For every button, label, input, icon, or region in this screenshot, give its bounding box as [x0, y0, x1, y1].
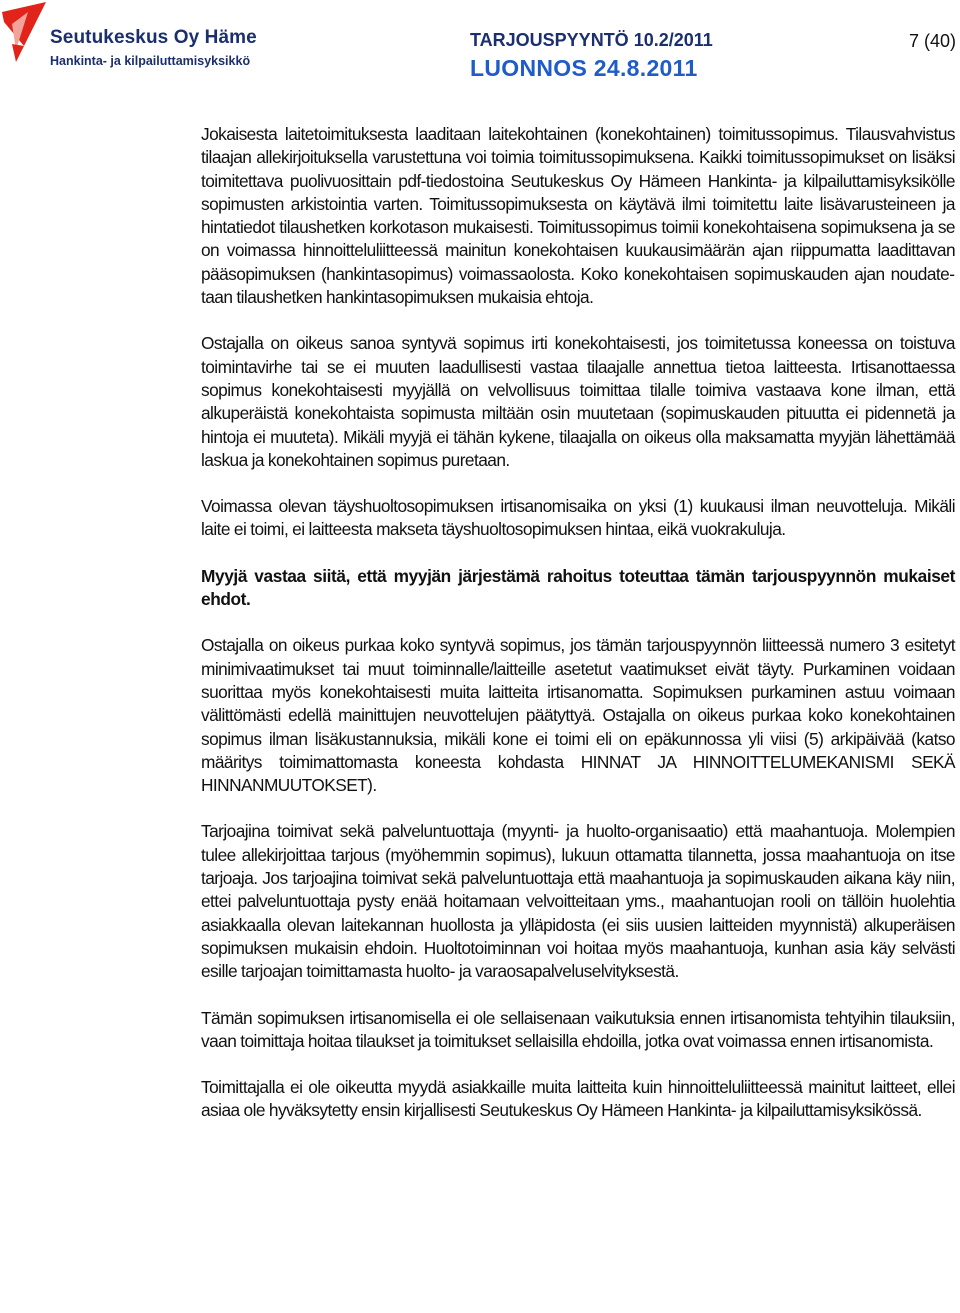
paragraph: Jokaisesta laitetoimituksesta laaditaan laitekohtainen (konekohtainen) toimitussopimus. Tilausvahvistus tilaajan allekirjoituksella varustettuna voi toimia toimitussopimuksena. Kaikki toimitussopimukset on lisäksi toimitettava puolivuosittain pdf-tiedostoina Seutukeskus Oy Hämeen Hankinta- ja kilpailuttamisyksikölle sopimusten arkistointia varten. Toimitussopimuksesta on käytävä ilmi toimitettu laite lisävarusteineen ja hintatiedot tilaushetken korkotason mukaisesti. Toimitussopimus toimii konekohtaisena sopimuksena ja se on voimassa hinnoitteluliitteessä mainitun konekohtaisen kuukausimäärän ajan riippumatta laadittavan pääsopimuksen (hankintasopimus) voimassaolosta. Koko konekohtaisen sopimuskauden ajan noudatetaan tilaushetken hankintasopimuksen mukaisia ehtoja. [201, 124, 955, 308]
document-body [201, 123, 955, 1123]
organization-name: Seutukeskus Oy Häme [50, 27, 257, 48]
document-title: TARJOUSPYYNTÖ 10.2/2011 [470, 30, 713, 50]
paragraph: Tämän sopimuksen irtisanomisella ei ole sellaisenaan vaikutuksia ennen irtisanomista tehtyihin tilauksiin, vaan toimittaja hoitaa tilaukset ja toimitukset sellaisilla ehdoilla, jotka ovat voimassa ennen irtisanomista. [201, 1007, 955, 1051]
document-draft-date: LUONNOS 24.8.2011 [470, 55, 698, 81]
logo-tail-shape [12, 44, 24, 62]
paragraph: Ostajalla on oikeus sanoa syntyvä sopimus irti konekohtaisesti, jos toimitetussa koneessa on toistuva toimintavirhe tai se ei muuten laadullisesti vastaa tilaajalle annettua tietoa laitteesta. Irtisanottaessa sopimus konekohtaisesti myyjällä on velvollisuus toimittaa tilalle toimiva vastaava kone ilman, että alkuperäistä konekohtaista sopimusta miltään osin muutetaan (sopimuskauden pituutta ei pidennetä ja hintoja ei muuteta). Mikäli myyjä ei tähän kykene, tilaajalla on oikeus olla maksamatta myyjän lähettämää laskua ja konekohtainen sopimus puretaan. [201, 333, 955, 470]
paragraph: Tarjoajina toimivat sekä palveluntuottaja (myynti- ja huolto-organisaatio) että maahantuoja. Molempien tulee allekirjoittaa tarjous (myöhemmin sopimus), lukuun ottamatta tilannetta, jossa maahantuoja on itse tarjoaja. Jos tarjoajina toimivat sekä palveluntuottaja että maahantuoja ja sopimuskauden aikana käy niin, ettei palveluntuottaja pysty enää hoitamaan velvoitteitaan yms., maahantuojan rooli on tällöin huolehtia asiakkaalla olevan laitekannan huollosta ja ylläpidosta (ei siis uusien laitteiden myynnistä) alkuperäisen sopimuksen mukaisin ehdoin. Huoltotoiminnan voi hoitaa myös maahantuoja, kunhan asia käy selvästi esille tarjoajan toimittamasta huolto- ja varaosapalveluselvityksestä. [201, 821, 955, 982]
seutukeskus-logo-icon [2, 0, 50, 62]
paragraph: Toimittajalla ei ole oikeutta myydä asiakkaille muita laitteita kuin hinnoitteluliitteessä mainitut laitteet, ellei asiaa ole hyväksytetty ensin kirjallisesti Seutukeskus Oy Hämeen Hankinta- ja kilpailuttamisyksikössä. [201, 1077, 955, 1121]
paragraph: Voimassa olevan täyshuoltosopimuksen irtisanomisaika on yksi (1) kuukausi ilman neuvotteluja. Mikäli laite ei toimi, ei laitteesta makseta täyshuoltosopimuksen hintaa, eikä vuokrakuluja. [201, 496, 955, 540]
bold-paragraph: Myyjä vastaa siitä, että myyjän järjestämä rahoitus toteuttaa tämän tarjouspyynnön mukaiset ehdot. [201, 565, 955, 610]
paragraph: Ostajalla on oikeus purkaa koko syntyvä sopimus, jos tämän tarjouspyynnön liitteessä numero 3 esitetyt minimivaatimukset tai muut toiminnalle/laitteille asetetut vaatimukset eivät täyty. Purkaminen voidaan suorittaa myös konekohtaisesti muita laitteita irtisanomatta. Sopimuksen purkaminen astuu voimaan välittömästi edellä mainittujen neuvottelujen päätyttyä. Ostajalla on oikeus purkaa koko konekohtainen sopimus ilman lisäkustannuksia, mikäli kone ei toimi eli on epäkunnossa yli viisi (5) arkipäivää (katso määritys toimimattomasta koneesta kohdasta HINNAT JA HINNOITTELUMEKANISMI SEKÄ HINNANMUUTOKSET). [201, 635, 955, 796]
organization-unit: Hankinta- ja kilpailuttamisyksikkö [50, 54, 251, 68]
page-number: 7 (40) [908, 31, 956, 51]
